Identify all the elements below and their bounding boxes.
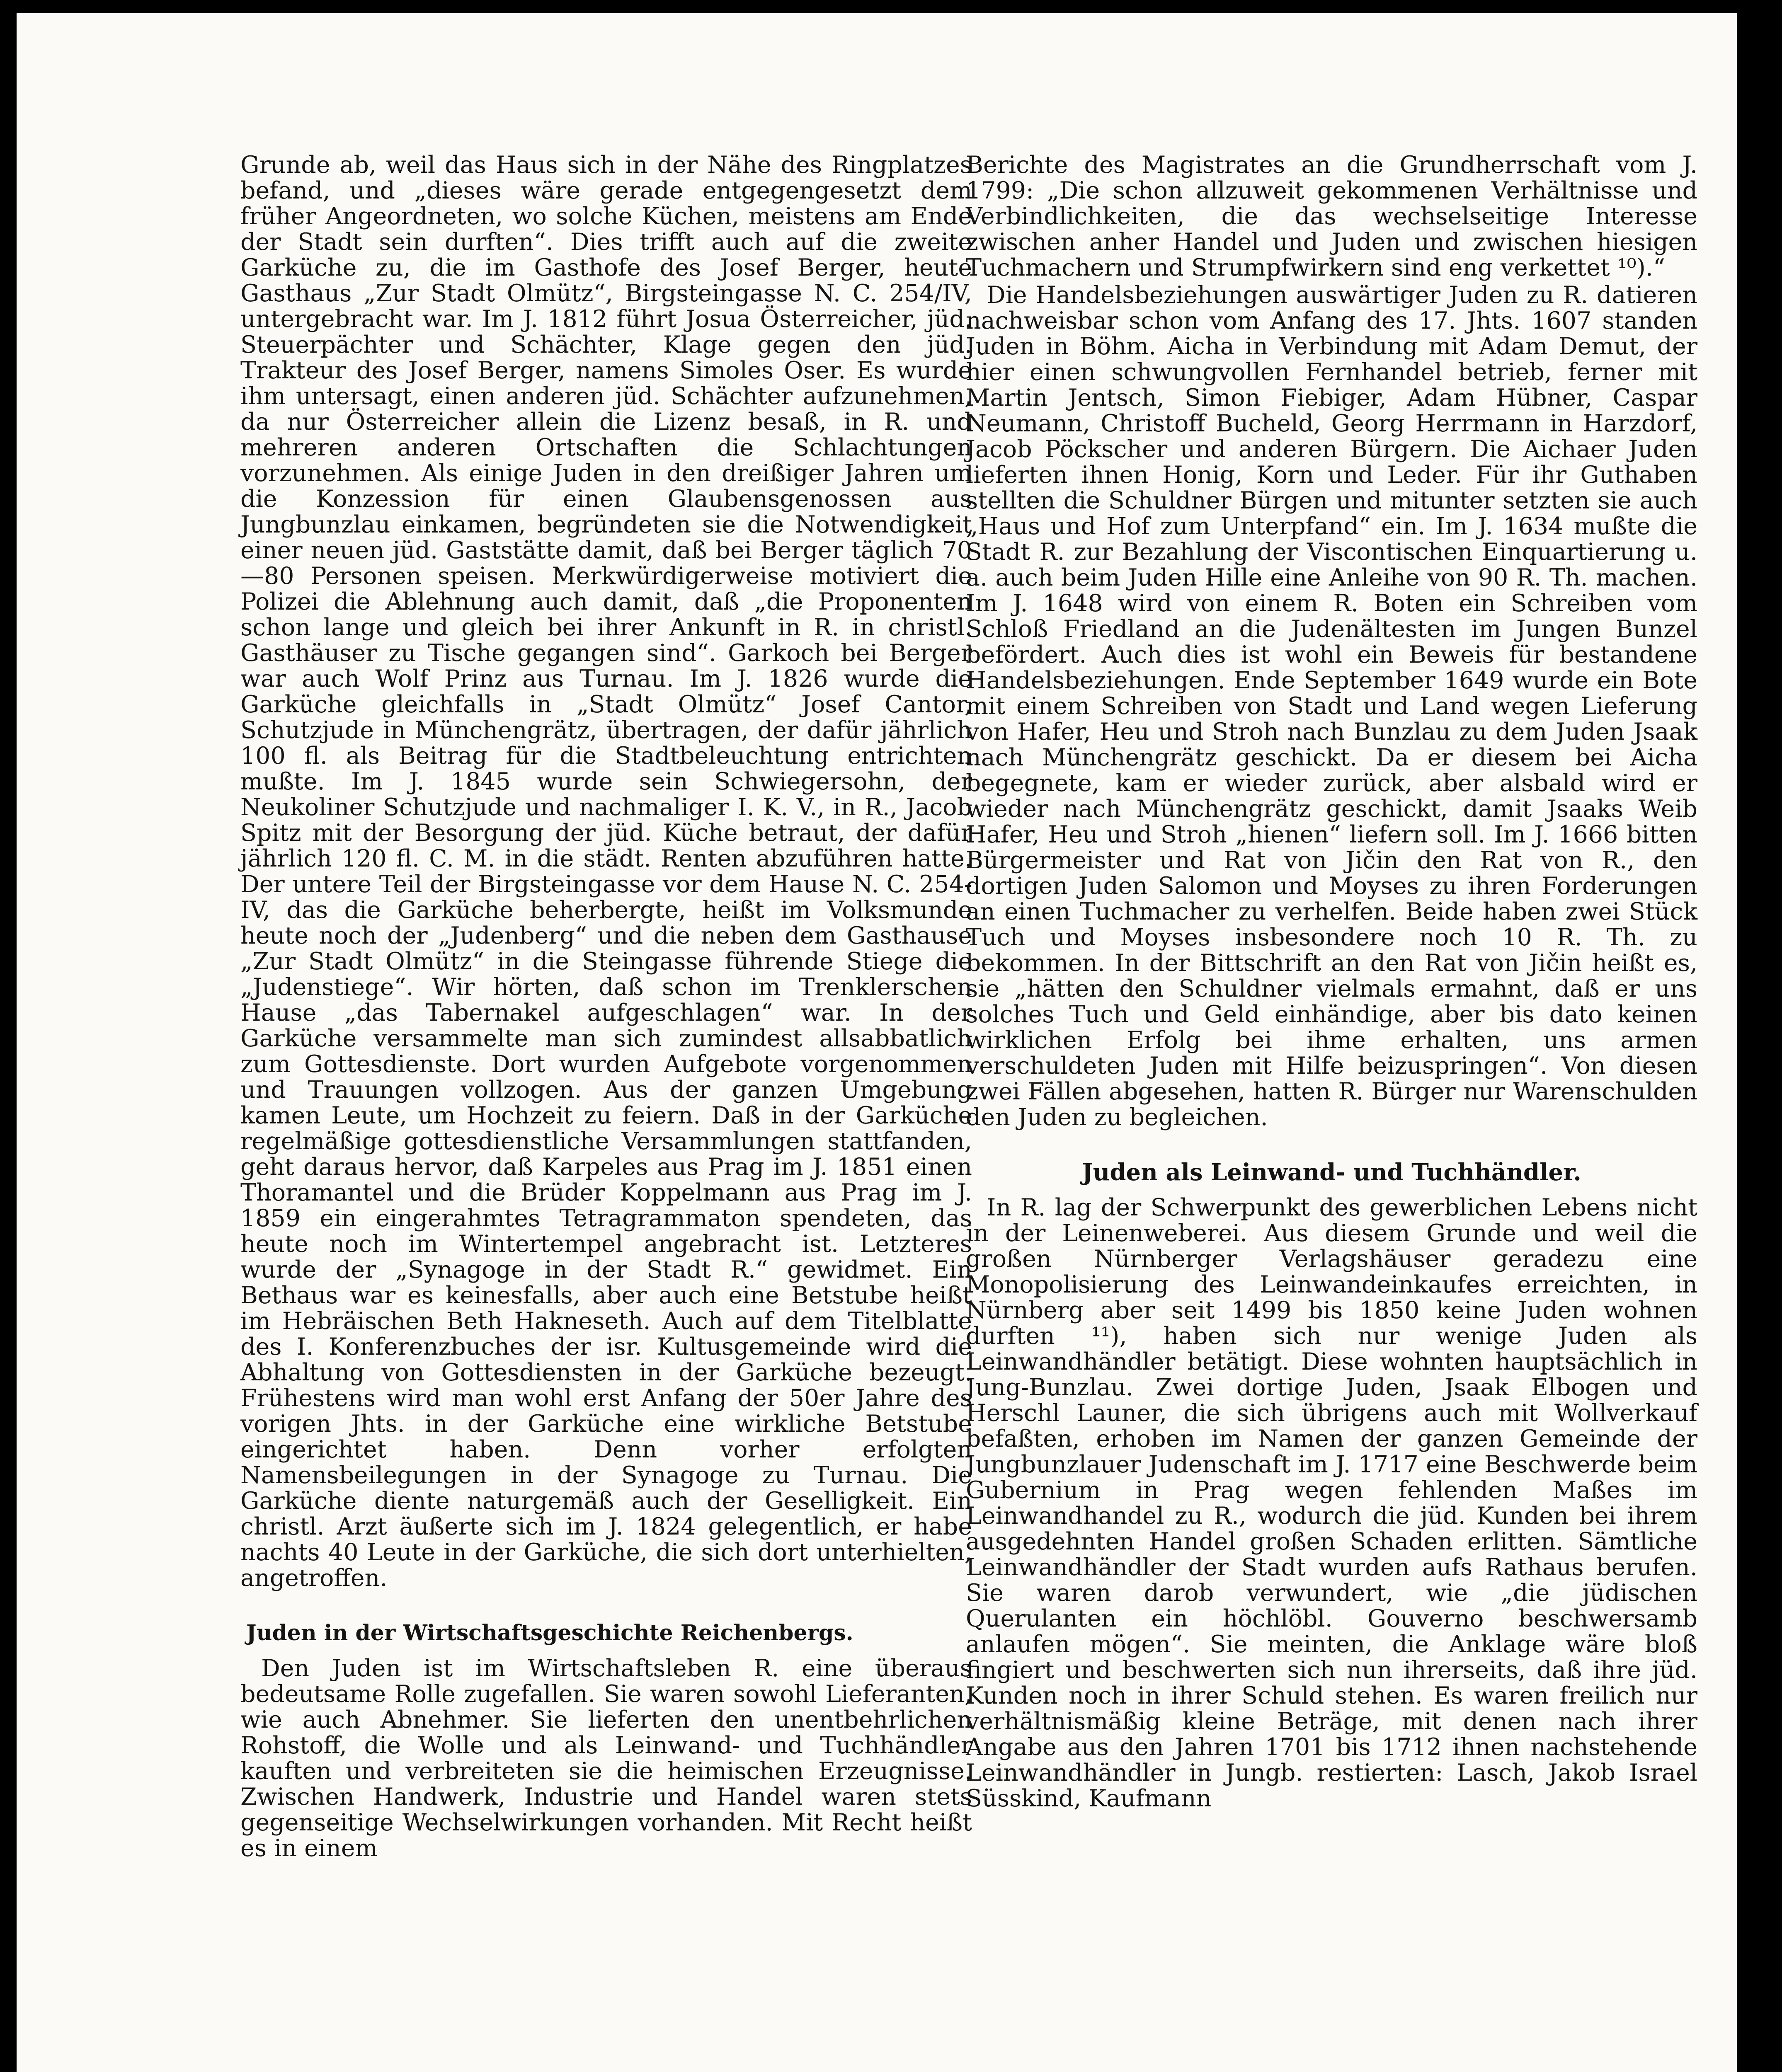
left-paragraph-1: Grunde ab, weil das Haus sich in der Nähe des Ringplatzes befand, und „dieses wäre gerade entgegengesetzt dem früher Angeordneten, wo solche Küchen, meistens am Ende der Stadt sein durften“. Dies trifft auch auf die zweite Garküche zu, die im Gasthofe des Josef Berger, heute Gasthaus „Zur Stadt Olmütz“, Birgsteingasse N. C. 254/IV, untergebracht war. Im J. 1812 führt Josua Österreicher, jüd. Steuerpächter und Schächter, Klage gegen den jüd. Trakteur des Josef Berger, namens Simoles Oser. Es wurde ihm untersagt, einen anderen jüd. Schächter aufzunehmen, da nur Österreicher allein die Lizenz besaß, in R. und mehreren anderen Ortschaften die Schlachtungen vorzunehmen. Als einige Juden in den dreißiger Jahren um die Konzession für einen Glaubensgenossen aus Jungbunzlau einkamen, begründeten sie die Notwendigkeit einer neuen jüd. Gaststätte damit, daß bei Berger täglich 70—80 Personen speisen. Merkwürdigerweise motiviert die Polizei die Ablehnung auch damit, daß „die Proponenten schon lange und gleich bei ihrer Ankunft in R. in christl. Gasthäuser zu Tische gegangen sind“. Garkoch bei Berger war auch Wolf Prinz aus Turnau. Im J. 1826 wurde die Garküche gleichfalls in „Stadt Olmütz“ Josef Cantor, Schutzjude in Münchengrätz, übertragen, der dafür jährlich 100 fl. als Beitrag für die Stadtbeleuchtung entrichten mußte. Im J. 1845 wurde sein Schwiegersohn, der Neukoliner Schutzjude und nachmaliger I. K. V., in R., Jacob Spitz mit der Besorgung der jüd. Küche betraut, der dafür jährlich 120 fl. C. M. in die städt. Renten abzuführen hatte. Der untere Teil der Birgsteingasse vor dem Hause N. C. 254-IV, das die Garküche beherbergte, heißt im Volksmunde heute noch der „Judenberg“ und die neben dem Gasthause „Zur Stadt Olmütz“ in die Steingasse führende Stiege die „Judenstiege“. Wir hörten, daß schon im Trenklerschen Hause „das Tabernakel aufgeschlagen“ war. In der Garküche versammelte man sich zumindest allsabbatlich zum Gottesdienste. Dort wurden Aufgebote vorgenommen und Trauungen vollzogen. Aus der ganzen Umgebung kamen Leute, um Hochzeit zu feiern. Daß in der Garküche regelmäßige gottesdienstliche Versammlungen stattfanden, geht daraus hervor, daß Karpeles aus Prag im J. 1851 einen Thoramantel und die Brüder Koppelmann aus Prag im J. 1859 ein eingerahmtes Tetragrammaton spendeten, das heute noch im Wintertempel angebracht ist. Letzteres wurde der „Synagoge in der Stadt R.“ gewidmet. Ein Bethaus war es keinesfalls, aber auch eine Betstube heißt im Hebräischen Beth Hakneseth. Auch auf dem Titelblatte des I. Konferenzbuches der isr. Kultusgemeinde wird die Abhaltung von Gottesdiensten in der Garküche bezeugt. Frühestens wird man wohl erst Anfang der 50er Jahre des vorigen Jhts. in der Garküche eine wirkliche Betstube eingerichtet haben. Denn vorher erfolgten Namensbeilegungen in der Synagoge zu Turnau. Die Garküche diente naturgemäß auch der Geselligkeit. Ein christl. Arzt äußerte sich im J. 1824 gelegentlich, er habe nachts 40 Leute in der Garküche, die sich dort unterhielten, angetroffen.	[240, 151, 972, 1592]
right-paragraph-1: Berichte des Magistrates an die Grundherrschaft vom J. 1799: „Die schon allzuweit gekommenen Verhältnisse und Verbindlichkeiten, die das wechselseitige Interesse zwischen anher Handel und Juden und zwischen hiesigen Tuchmachern und Strumpfwirkern sind eng verkettet ¹⁰).“	[966, 151, 1697, 281]
right-column	[966, 152, 1697, 1811]
section-heading-leinwand: Juden als Leinwand- und Tuchhändler.	[1082, 1159, 1581, 1186]
right-paragraph-2: Die Handelsbeziehungen auswärtiger Juden zu R. datieren nachweisbar schon vom Anfang des 17. Jhts. 1607 standen Juden in Böhm. Aicha in Verbindung mit Adam Demut, der hier einen schwungvollen Fernhandel betrieb, ferner mit Martin Jentsch, Simon Fiebiger, Adam Hübner, Caspar Neumann, Christoff Bucheld, Georg Herrmann in Harzdorf, Jacob Pöckscher und anderen Bürgern. Die Aichaer Juden lieferten ihnen Honig, Korn und Leder. Für ihr Guthaben stellten die Schuldner Bürgen und mitunter setzten sie auch „Haus und Hof zum Unterpfand“ ein. Im J. 1634 mußte die Stadt R. zur Bezahlung der Viscontischen Einquartierung u. a. auch beim Juden Hille eine Anleihe von 90 R. Th. machen. Im J. 1648 wird von einem R. Boten ein Schreiben vom Schloß Friedland an die Judenältesten im Jungen Bunzel befördert. Auch dies ist wohl ein Beweis für bestandene Handelsbeziehungen. Ende September 1649 wurde ein Bote mit einem Schreiben von Stadt und Land wegen Lieferung von Hafer, Heu und Stroh nach Bunzlau zu dem Juden Jsaak nach Münchengrätz geschickt. Da er diesem bei Aicha begegnete, kam er wieder zurück, aber alsbald wird er wieder nach Münchengrätz geschickt, damit Jsaaks Weib Hafer, Heu und Stroh „hienen“ liefern soll. Im J. 1666 bitten Bürgermeister und Rat von Jičin den Rat von R., den dortigen Juden Salomon und Moyses zu ihren Forderungen an einen Tuchmacher zu verhelfen. Beide haben zwei Stück Tuch und Moyses insbesondere noch 10 R. Th. zu bekommen. In der Bittschrift an den Rat von Jičin heißt es, sie „hätten den Schuldner vielmals ermahnt, daß er uns solches Tuch und Geld einhändige, aber bis dato keinen wirklichen Erfolg bei ihme erhalten, uns armen verschuldeten Juden mit Hilfe beizuspringen“. Von diesen zwei Fällen abgesehen, hatten R. Bürger nur Warenschulden den Juden zu begleichen.	[966, 281, 1697, 1131]
document-page	[17, 13, 1737, 2072]
right-paragraph-3: In R. lag der Schwerpunkt des gewerblichen Lebens nicht in der Leinenweberei. Aus diesem Grunde und weil die großen Nürnberger Verlagshäuser geradezu eine Monopolisierung des Leinwandeinkaufes erreichten, in Nürnberg aber seit 1499 bis 1850 keine Juden wohnen durften ¹¹), haben sich nur wenige Juden als Leinwandhändler betätigt. Diese wohnten hauptsächlich in Jung-Bunzlau. Zwei dortige Juden, Jsaak Elbogen und Herschl Launer, die sich übrigens auch mit Wollverkauf befaßten, erhoben im Namen der ganzen Gemeinde der Jungbunzlauer Judenschaft im J. 1717 eine Beschwerde beim Gubernium in Prag wegen fehlenden Maßes im Leinwandhandel zu R., wodurch die jüd. Kunden bei ihrem ausgedehnten Handel großen Schaden erlitten. Sämtliche Leinwandhändler der Stadt wurden aufs Rathaus berufen. Sie waren darob verwundert, wie „die jüdischen Querulanten ein höchlöbl. Gouverno beschwersamb anlaufen mögen“. Sie meinten, die Anklage wäre bloß fingiert und beschwerten sich nun ihrerseits, daß ihre jüd. Kunden noch in ihrer Schuld stehen. Es waren freilich nur verhältnismäßig kleine Beträge, mit denen nach ihrer Angabe aus den Jahren 1701 bis 1712 ihnen nachstehende Leinwandhändler in Jungb. restierten: Lasch, Jakob Israel Süsskind, Kaufmann	[966, 1194, 1697, 1812]
left-column	[240, 152, 972, 1861]
left-paragraph-2: Den Juden ist im Wirtschaftsleben R. eine überaus bedeutsame Rolle zugefallen. Sie waren sowohl Lieferanten, wie auch Abnehmer. Sie lieferten den unentbehrlichen Rohstoff, die Wolle und als Leinwand- und Tuchhändler kauften und verbreiteten sie die heimischen Erzeugnisse. Zwischen Handwerk, Industrie und Handel waren stets gegenseitige Wechselwirkungen vorhanden. Mit Recht heißt es in einem	[240, 1655, 972, 1862]
section-heading-wirtschaftsgeschichte: Juden in der Wirtschaftsgeschichte Reichenbergs.	[246, 1620, 853, 1646]
